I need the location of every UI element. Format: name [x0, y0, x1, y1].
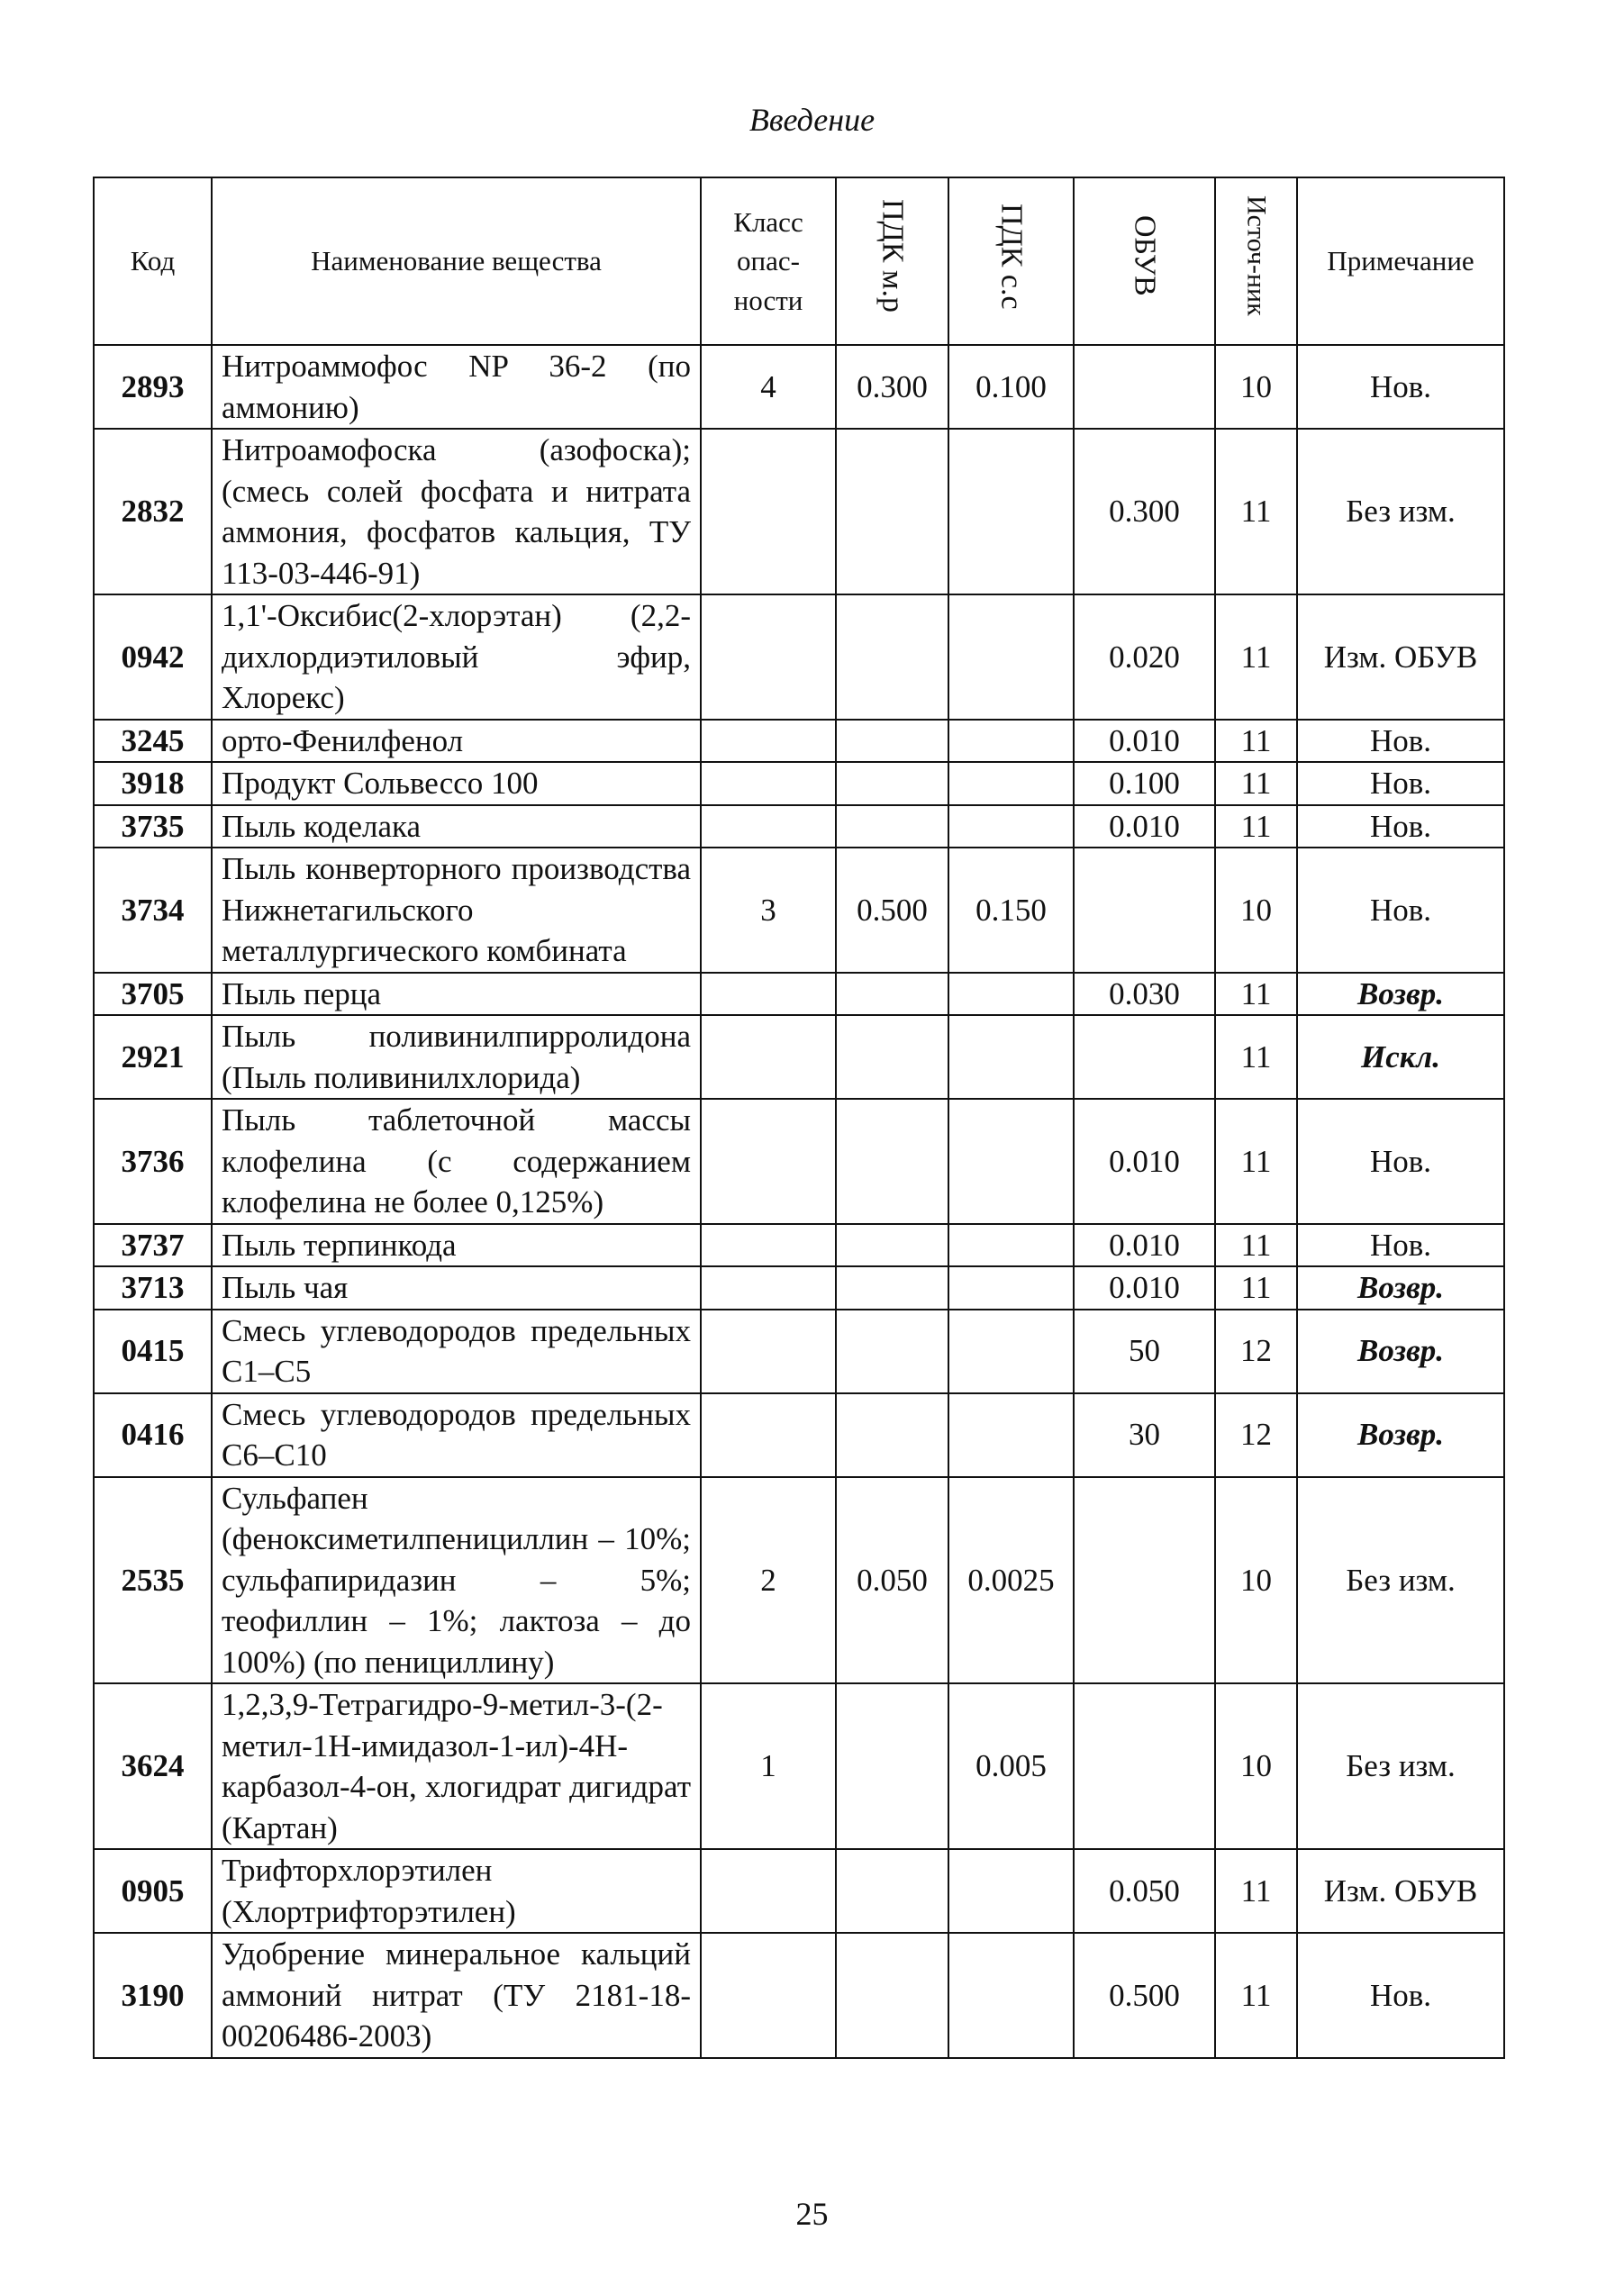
- cell-pdk-mr: [836, 1849, 948, 1933]
- cell-source: 11: [1215, 720, 1297, 763]
- cell-hazard: [701, 1849, 836, 1933]
- cell-obuv: 0.500: [1074, 1933, 1215, 2058]
- table-row: [94, 973, 1504, 1016]
- page-number: 25: [795, 2196, 829, 2232]
- cell-code: 2921: [94, 1015, 212, 1099]
- cell-source: 12: [1215, 1393, 1297, 1477]
- cell-source: 11: [1215, 1015, 1297, 1099]
- cell-obuv: 30: [1074, 1393, 1215, 1477]
- cell-obuv: [1074, 1477, 1215, 1684]
- cell-pdk-ss: [948, 429, 1074, 594]
- cell-note: Возвр.: [1297, 973, 1504, 1016]
- cell-hazard: 3: [701, 848, 836, 973]
- col-header-note: Примечание: [1297, 177, 1504, 345]
- cell-obuv: [1074, 345, 1215, 429]
- cell-pdk-mr: [836, 805, 948, 848]
- cell-obuv: [1074, 1683, 1215, 1849]
- cell-hazard: [701, 1015, 836, 1099]
- cell-obuv: 0.050: [1074, 1849, 1215, 1933]
- cell-code: 3737: [94, 1224, 212, 1267]
- cell-pdk-mr: 0.500: [836, 848, 948, 973]
- cell-pdk-ss: [948, 1224, 1074, 1267]
- cell-name: Смесь углеводородов предельных C6–C10: [212, 1393, 701, 1477]
- cell-pdk-mr: [836, 1393, 948, 1477]
- cell-hazard: 1: [701, 1683, 836, 1849]
- cell-note: Нов.: [1297, 720, 1504, 763]
- cell-note: Нов.: [1297, 762, 1504, 805]
- cell-name: Пыль таблеточной массы клофелина (с содержанием клофелина не более 0,125%): [212, 1099, 701, 1224]
- cell-hazard: [701, 973, 836, 1016]
- cell-source: 11: [1215, 762, 1297, 805]
- cell-source: 10: [1215, 1477, 1297, 1684]
- col-header-source: Источ-ник: [1215, 177, 1297, 345]
- cell-note: Без изм.: [1297, 429, 1504, 594]
- cell-obuv: 0.020: [1074, 594, 1215, 720]
- cell-pdk-ss: [948, 805, 1074, 848]
- cell-source: 11: [1215, 1266, 1297, 1310]
- col-header-hazard: Класс опас- ности: [701, 177, 836, 345]
- cell-pdk-ss: [948, 1015, 1074, 1099]
- cell-pdk-mr: [836, 720, 948, 763]
- cell-hazard: [701, 1099, 836, 1224]
- cell-code: 0416: [94, 1393, 212, 1477]
- cell-pdk-ss: [948, 973, 1074, 1016]
- cell-code: 3190: [94, 1933, 212, 2058]
- cell-hazard: [701, 1933, 836, 2058]
- cell-code: 3735: [94, 805, 212, 848]
- cell-pdk-mr: [836, 594, 948, 720]
- cell-obuv: [1074, 1015, 1215, 1099]
- cell-hazard: [701, 805, 836, 848]
- table-row: [94, 1849, 1504, 1933]
- cell-source: 11: [1215, 1224, 1297, 1267]
- cell-name: Пыль перца: [212, 973, 701, 1016]
- cell-note: Нов.: [1297, 848, 1504, 973]
- cell-source: 12: [1215, 1310, 1297, 1393]
- cell-code: 3734: [94, 848, 212, 973]
- cell-note: Нов.: [1297, 1224, 1504, 1267]
- cell-code: 2832: [94, 429, 212, 594]
- cell-source: 11: [1215, 1933, 1297, 2058]
- cell-source: 11: [1215, 805, 1297, 848]
- table-row: [94, 345, 1504, 429]
- cell-source: 10: [1215, 345, 1297, 429]
- cell-name: 1,1'-Оксибис(2-хлорэтан) (2,2-дихлордиэтиловый эфир, Хлорекс): [212, 594, 701, 720]
- col-header-name: Наименование вещества: [212, 177, 701, 345]
- cell-pdk-ss: 0.100: [948, 345, 1074, 429]
- cell-code: 2535: [94, 1477, 212, 1684]
- col-header-code: Код: [94, 177, 212, 345]
- cell-obuv: 0.100: [1074, 762, 1215, 805]
- cell-code: 3624: [94, 1683, 212, 1849]
- cell-pdk-ss: 0.0025: [948, 1477, 1074, 1684]
- cell-note: Возвр.: [1297, 1393, 1504, 1477]
- cell-note: Нов.: [1297, 1099, 1504, 1224]
- cell-obuv: 0.010: [1074, 805, 1215, 848]
- cell-obuv: 0.300: [1074, 429, 1215, 594]
- cell-hazard: [701, 720, 836, 763]
- cell-hazard: 4: [701, 345, 836, 429]
- cell-pdk-mr: [836, 1224, 948, 1267]
- cell-note: Нов.: [1297, 805, 1504, 848]
- cell-note: Без изм.: [1297, 1683, 1504, 1849]
- cell-obuv: [1074, 848, 1215, 973]
- table-row: [94, 594, 1504, 720]
- table-row: [94, 1477, 1504, 1684]
- cell-pdk-ss: [948, 1266, 1074, 1310]
- cell-name: 1,2,3,9-Тетрагидро-9-метил-3-(2-метил-1Н-имидазол-1-ил)-4Н-карбазол-4-он, хлогидрат дигидрат (Картан): [212, 1683, 701, 1849]
- cell-code: 3713: [94, 1266, 212, 1310]
- page-header: Введение: [748, 102, 876, 138]
- cell-name: Нитроамофоска (азофоска); (смесь солей фосфата и нитрата аммония, фосфатов кальция, ТУ 113-03-446-91): [212, 429, 701, 594]
- cell-pdk-mr: [836, 1015, 948, 1099]
- table-row: [94, 1224, 1504, 1267]
- cell-name: Продукт Сольвессо 100: [212, 762, 701, 805]
- cell-pdk-mr: [836, 429, 948, 594]
- cell-name: орто-Фенилфенол: [212, 720, 701, 763]
- cell-name: Пыль коделака: [212, 805, 701, 848]
- table-body: [94, 345, 1504, 2058]
- cell-pdk-ss: 0.150: [948, 848, 1074, 973]
- table-row: [94, 1393, 1504, 1477]
- cell-code: 3736: [94, 1099, 212, 1224]
- cell-source: 11: [1215, 1099, 1297, 1224]
- col-header-obuv: ОБУВ: [1074, 177, 1215, 345]
- cell-source: 11: [1215, 1849, 1297, 1933]
- cell-source: 11: [1215, 973, 1297, 1016]
- cell-pdk-ss: [948, 762, 1074, 805]
- cell-note: Искл.: [1297, 1015, 1504, 1099]
- cell-code: 0905: [94, 1849, 212, 1933]
- cell-obuv: 0.030: [1074, 973, 1215, 1016]
- cell-pdk-mr: [836, 762, 948, 805]
- cell-obuv: 0.010: [1074, 1224, 1215, 1267]
- cell-hazard: [701, 1310, 836, 1393]
- table-header-row: [94, 177, 1504, 345]
- cell-pdk-mr: [836, 1266, 948, 1310]
- cell-pdk-ss: [948, 1849, 1074, 1933]
- cell-pdk-ss: [948, 1933, 1074, 2058]
- table-row: [94, 805, 1504, 848]
- cell-name: Удобрение минеральное кальций аммоний нитрат (ТУ 2181-18-00206486-2003): [212, 1933, 701, 2058]
- cell-note: Нов.: [1297, 345, 1504, 429]
- cell-note: Возвр.: [1297, 1266, 1504, 1310]
- cell-name: Нитроаммофос NP 36-2 (по аммонию): [212, 345, 701, 429]
- substances-table: [93, 177, 1505, 2059]
- cell-source: 11: [1215, 594, 1297, 720]
- cell-obuv: 0.010: [1074, 720, 1215, 763]
- cell-pdk-ss: [948, 1393, 1074, 1477]
- cell-pdk-mr: [836, 1683, 948, 1849]
- cell-pdk-ss: 0.005: [948, 1683, 1074, 1849]
- cell-code: 2893: [94, 345, 212, 429]
- cell-obuv: 0.010: [1074, 1099, 1215, 1224]
- cell-pdk-mr: [836, 973, 948, 1016]
- cell-hazard: [701, 594, 836, 720]
- cell-pdk-ss: [948, 1099, 1074, 1224]
- col-header-pdk-ss: ПДК с.с: [948, 177, 1074, 345]
- cell-hazard: [701, 1393, 836, 1477]
- table-row: [94, 762, 1504, 805]
- cell-note: Возвр.: [1297, 1310, 1504, 1393]
- cell-obuv: 0.010: [1074, 1266, 1215, 1310]
- cell-note: Изм. ОБУВ: [1297, 1849, 1504, 1933]
- table-row: [94, 1683, 1504, 1849]
- cell-code: 3705: [94, 973, 212, 1016]
- cell-name: Сульфапен (феноксиметилпенициллин – 10%; сульфапиридазин – 5%; теофиллин – 1%; лактоза – до 100%) (по пенициллину): [212, 1477, 701, 1684]
- cell-obuv: 50: [1074, 1310, 1215, 1393]
- cell-name: Пыль терпинкода: [212, 1224, 701, 1267]
- cell-hazard: [701, 429, 836, 594]
- cell-note: Без изм.: [1297, 1477, 1504, 1684]
- table-row: [94, 1310, 1504, 1393]
- cell-note: Нов.: [1297, 1933, 1504, 2058]
- cell-hazard: [701, 762, 836, 805]
- cell-name: Смесь углеводородов предельных C1–C5: [212, 1310, 701, 1393]
- table-row: [94, 429, 1504, 594]
- col-header-pdk-mr: ПДК м.р: [836, 177, 948, 345]
- cell-hazard: 2: [701, 1477, 836, 1684]
- cell-pdk-mr: 0.050: [836, 1477, 948, 1684]
- cell-pdk-ss: [948, 594, 1074, 720]
- cell-code: 3918: [94, 762, 212, 805]
- cell-pdk-mr: [836, 1933, 948, 2058]
- cell-pdk-mr: 0.300: [836, 345, 948, 429]
- cell-pdk-ss: [948, 720, 1074, 763]
- table-row: [94, 1933, 1504, 2058]
- cell-code: 0942: [94, 594, 212, 720]
- cell-name: Пыль конверторного производства Нижнетагильского металлургического комбината: [212, 848, 701, 973]
- table-row: [94, 1015, 1504, 1099]
- cell-pdk-ss: [948, 1310, 1074, 1393]
- table-row: [94, 848, 1504, 973]
- cell-name: Трифторхлорэтилен (Хлортрифторэтилен): [212, 1849, 701, 1933]
- cell-pdk-mr: [836, 1310, 948, 1393]
- table-row: [94, 720, 1504, 763]
- cell-pdk-mr: [836, 1099, 948, 1224]
- cell-source: 10: [1215, 1683, 1297, 1849]
- cell-name: Пыль чая: [212, 1266, 701, 1310]
- cell-hazard: [701, 1266, 836, 1310]
- cell-source: 10: [1215, 848, 1297, 973]
- table-row: [94, 1266, 1504, 1310]
- table-row: [94, 1099, 1504, 1224]
- cell-name: Пыль поливинилпирролидона (Пыль поливинилхлорида): [212, 1015, 701, 1099]
- cell-source: 11: [1215, 429, 1297, 594]
- cell-code: 0415: [94, 1310, 212, 1393]
- cell-hazard: [701, 1224, 836, 1267]
- cell-note: Изм. ОБУВ: [1297, 594, 1504, 720]
- cell-code: 3245: [94, 720, 212, 763]
